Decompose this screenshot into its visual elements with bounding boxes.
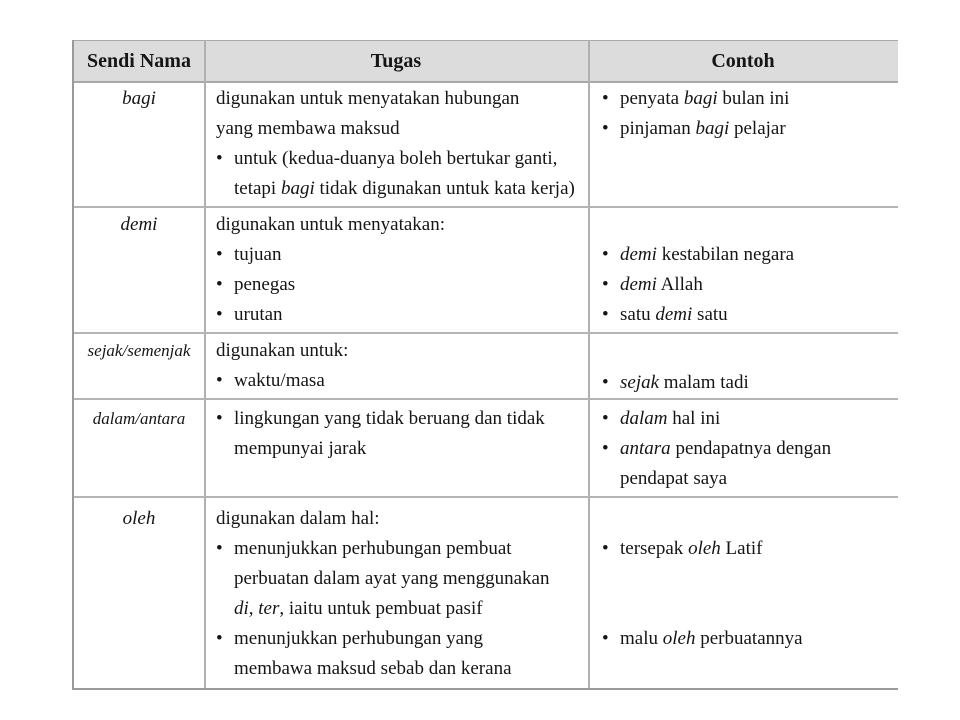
contoh-text: Latif (720, 538, 763, 559)
tugas-text: waktu/masa (234, 370, 325, 391)
bullet-icon: • (602, 538, 609, 559)
contoh-text: malu (620, 628, 663, 649)
bullet-icon: • (602, 372, 609, 393)
bullet-icon: • (216, 538, 223, 559)
tugas-text: menunjukkan perhubungan pembuat (234, 538, 512, 559)
tugas-text: , (248, 598, 259, 619)
sendi-name: oleh (122, 508, 156, 529)
tugas-text: urutan (234, 304, 283, 325)
contoh-text: pendapat saya (620, 468, 728, 489)
tugas-text: perbuatan dalam ayat yang menggunakan (234, 568, 550, 589)
bullet-icon: • (216, 628, 223, 649)
tugas-line: digunakan dalam hal: (216, 508, 380, 529)
contoh-item (602, 270, 892, 300)
sendi-name: bagi (122, 88, 156, 109)
table (72, 40, 898, 690)
contoh-item (602, 534, 892, 564)
contoh-text: hal ini (667, 408, 721, 429)
tugas-line: digunakan untuk menyatakan: (216, 214, 445, 235)
tugas-line (216, 594, 592, 624)
tugas-italic: bagi (280, 178, 315, 199)
contoh-italic: bagi (683, 88, 718, 109)
contoh-item (602, 624, 892, 654)
tugas-text: tetapi (234, 178, 281, 199)
contoh-italic: sejak (620, 372, 660, 393)
contoh-cell (602, 534, 892, 654)
row-divider (74, 496, 898, 498)
bullet-icon: • (602, 274, 609, 295)
bullet-icon: • (216, 148, 223, 169)
tugas-text: menunjukkan perhubungan yang (234, 628, 484, 649)
sendi-name: dalam/antara (92, 409, 186, 428)
contoh-italic: bagi (695, 118, 730, 139)
contoh-text: bulan ini (717, 88, 790, 109)
contoh-text: Allah (656, 274, 703, 295)
tugas-cell (216, 84, 592, 204)
tugas-line (216, 174, 592, 204)
tugas-line (216, 654, 592, 684)
contoh-item (602, 464, 892, 494)
contoh-text: satu (620, 304, 656, 325)
bullet-icon: • (602, 88, 609, 109)
tugas-cell (216, 210, 592, 330)
header-sendi-nama: Sendi Nama (87, 50, 191, 72)
bullet-icon: • (602, 244, 609, 265)
contoh-item (602, 404, 892, 434)
sendi-name: demi (120, 214, 158, 235)
contoh-item (602, 434, 892, 464)
contoh-text: pinjaman (620, 118, 696, 139)
tugas-text: tujuan (234, 244, 282, 265)
tugas-line (216, 434, 592, 464)
contoh-item (602, 114, 892, 144)
tugas-bullet-line (216, 624, 592, 654)
tugas-bullet-line (216, 300, 592, 330)
contoh-cell (602, 240, 892, 330)
contoh-text: pelajar (729, 118, 786, 139)
row-divider (74, 398, 898, 400)
tugas-italic: ter (258, 598, 280, 619)
bullet-icon: • (216, 244, 223, 265)
tugas-bullet-line (216, 270, 592, 300)
tugas-bullet-line (216, 534, 592, 564)
contoh-text: satu (692, 304, 728, 325)
tugas-bullet-line (216, 366, 592, 396)
contoh-text: perbuatannya (695, 628, 803, 649)
contoh-italic: oleh (688, 538, 721, 559)
table-header (74, 40, 898, 83)
tugas-text: , iaitu untuk pembuat pasif (279, 598, 483, 619)
contoh-italic: demi (620, 244, 657, 265)
contoh-italic: oleh (662, 628, 696, 649)
column-divider (204, 40, 206, 688)
tugas-cell (216, 504, 592, 684)
tugas-cell (216, 336, 592, 396)
contoh-text: tersepak (620, 538, 689, 559)
tugas-line: yang membawa maksud (216, 118, 400, 139)
tugas-line: digunakan untuk: (216, 340, 349, 361)
contoh-item (602, 84, 892, 114)
sendi-name: sejak/semenjak (87, 341, 191, 360)
tugas-italic: di (234, 598, 249, 619)
contoh-text: malam tadi (659, 372, 749, 393)
contoh-item (602, 300, 892, 330)
tugas-line: digunakan untuk menyatakan hubungan (216, 88, 520, 109)
tugas-text: tidak digunakan untuk kata kerja) (314, 178, 575, 199)
tugas-text: penegas (234, 274, 296, 295)
contoh-text: kestabilan negara (656, 244, 795, 265)
tugas-text: lingkungan yang tidak beruang dan tidak (234, 408, 545, 429)
bullet-icon: • (216, 370, 223, 391)
tugas-bullet-line (216, 144, 592, 174)
tugas-bullet-line (216, 404, 592, 434)
header-contoh: Contoh (711, 50, 775, 72)
bullet-icon: • (216, 408, 223, 429)
bullet-icon: • (602, 118, 609, 139)
bullet-icon: • (216, 304, 223, 325)
contoh-item (602, 240, 892, 270)
contoh-text: penyata (620, 88, 684, 109)
tugas-cell (216, 404, 592, 464)
bullet-icon: • (602, 408, 609, 429)
tugas-line (216, 564, 592, 594)
tugas-text: mempunyai jarak (234, 438, 367, 459)
header-tugas: Tugas (370, 50, 422, 72)
contoh-cell (602, 404, 892, 494)
contoh-italic: antara (620, 438, 671, 459)
tugas-bullet-line (216, 240, 592, 270)
contoh-text: pendapatnya dengan (670, 438, 832, 459)
row-divider (74, 206, 898, 208)
bullet-icon: • (602, 628, 609, 649)
contoh-italic: demi (655, 304, 693, 325)
bullet-icon: • (602, 304, 609, 325)
bullet-icon: • (602, 438, 609, 459)
contoh-italic: demi (620, 274, 657, 295)
row-divider (74, 332, 898, 334)
contoh-item (602, 368, 892, 398)
contoh-cell (602, 84, 892, 144)
contoh-cell (602, 368, 892, 398)
tugas-text: membawa maksud sebab dan kerana (234, 658, 512, 679)
tugas-text: untuk (kedua-duanya boleh bertukar ganti, (234, 148, 558, 169)
contoh-italic: dalam (620, 408, 668, 429)
bullet-icon: • (216, 274, 223, 295)
